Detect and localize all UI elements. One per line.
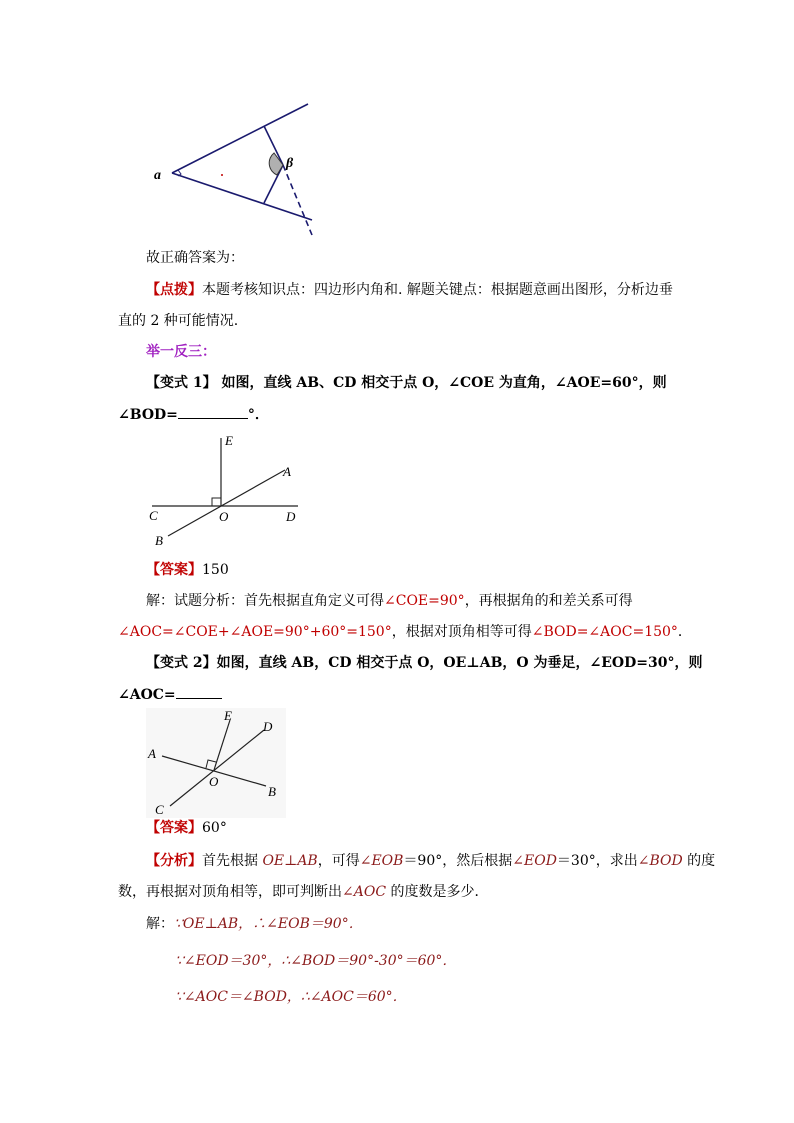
- label-C: C: [149, 508, 158, 523]
- v2-analysis-tag: 【分析】: [146, 853, 202, 869]
- v2-q2-prefix: ∠AOC=: [118, 687, 176, 703]
- v1-tag: 【变式 1】: [146, 375, 217, 391]
- v2-a1-5: ＝90°，然后根据: [403, 853, 513, 869]
- angle-beta-marker: [269, 153, 283, 175]
- v2-s3: ∵∠AOC＝∠BOD，∴∠AOC＝60°．: [175, 989, 407, 1005]
- v2-a1-3: ，可得: [317, 853, 360, 869]
- dianbo-text-1: 本题考核知识点：四边形内角和. 解题关键点：根据题意画出图形，分析边垂: [202, 282, 673, 298]
- v1-sol2-mid: ，根据对顶角相等可得: [391, 624, 532, 640]
- label-A: A: [283, 464, 291, 479]
- dianbo-line-2: [118, 311, 238, 331]
- v2-a1-4: ∠EOB: [359, 853, 404, 869]
- v1-solution-line-1: [146, 591, 633, 611]
- dianbo-line-1: [146, 280, 673, 300]
- label-A: A: [148, 746, 156, 761]
- label-D: D: [286, 509, 296, 524]
- v1-answer-blank: [178, 404, 248, 419]
- v2-question-line-1: [146, 653, 702, 673]
- v2-question-line-2: [118, 684, 222, 705]
- v2-a2-2: ∠AOC: [342, 884, 387, 900]
- label-O: O: [219, 509, 229, 524]
- v2-a1-1: 首先根据: [202, 853, 263, 869]
- dianbo-text-2: 直的 2 种可能情况.: [118, 313, 239, 329]
- v1-sol1-red: ∠COE=90°: [384, 593, 465, 609]
- v1-answer-value: 150: [202, 562, 229, 578]
- label-a: a: [154, 168, 161, 183]
- label-D: D: [263, 719, 273, 734]
- v1-answer-line: [146, 560, 229, 580]
- v2-a2-3: 的度数是多少．: [386, 884, 489, 900]
- v1-sol2-red2: ∠BOD=∠AOC=150°: [531, 624, 678, 640]
- label-C: C: [155, 802, 164, 817]
- v2-tag: 【变式 2】: [146, 655, 217, 671]
- v1-sol1-prefix: 解：试题分析：首先根据直角定义可得: [146, 593, 384, 609]
- figure-angle-diagram: [140, 95, 340, 240]
- answer-intro-text: 故正确答案为：: [146, 250, 244, 266]
- section-heading: [146, 342, 216, 362]
- v1-question-line-2: [118, 404, 269, 425]
- v2-solution-line-1: [146, 914, 363, 934]
- v1-sol2-end: ．: [677, 624, 692, 640]
- v1-question-line-1: [146, 373, 667, 393]
- section-heading-text: 举一反三：: [146, 344, 216, 360]
- v2-analysis-line-1: [146, 851, 715, 871]
- v2-figure: [146, 708, 286, 818]
- v1-figure: [140, 432, 310, 552]
- v1-solution-line-2: [118, 622, 692, 642]
- v2-a2-1: 数，再根据对顶角相等，即可判断出: [118, 884, 342, 900]
- v1-q2-suffix: °．: [247, 407, 269, 423]
- v2-answer-tag: 【答案】: [146, 820, 202, 836]
- right-angle-mark: [212, 498, 221, 506]
- v2-analysis-line-2: [118, 882, 488, 902]
- v1-q2-prefix: ∠BOD=: [118, 407, 178, 423]
- label-beta: β: [286, 156, 294, 171]
- label-E: E: [224, 708, 232, 723]
- v2-question: 如图，直线 AB，CD 相交于点 O，OE⊥AB，O 为垂足，∠EOD=30°，则: [216, 655, 703, 671]
- v2-solution-line-3: [175, 987, 407, 1007]
- label-B: B: [268, 784, 276, 799]
- answer-intro-line: [146, 248, 244, 268]
- dot-mark: [221, 174, 223, 176]
- v2-a1-6: ∠EOD: [512, 853, 557, 869]
- label-O: O: [209, 774, 219, 789]
- v2-a1-8: ∠BOD: [637, 853, 683, 869]
- lower-ray: [172, 173, 312, 220]
- v2-answer-blank: [176, 684, 222, 699]
- label-E: E: [225, 433, 233, 448]
- v2-answer-line: [146, 818, 227, 838]
- v1-question: 如图，直线 AB、CD 相交于点 O，∠COE 为直角，∠AOE=60°，则: [216, 375, 667, 391]
- v2-s1-2: ∵OE⊥AB，∴∠EOB＝90°．: [174, 916, 363, 932]
- v2-answer-value: 60°: [202, 820, 227, 836]
- v2-a1-2: OE⊥AB: [262, 853, 318, 869]
- v2-a1-7: ＝30°，求出: [556, 853, 638, 869]
- v2-s1-1: 解：: [146, 916, 174, 932]
- label-B: B: [155, 533, 163, 548]
- dianbo-tag: 【点拨】: [146, 282, 202, 298]
- line-AB: [168, 470, 285, 536]
- v1-sol1-suffix: ，再根据角的和差关系可得: [464, 593, 633, 609]
- v2-s2: ∵∠EOD＝30°，∴∠BOD＝90°-30°＝60°．: [175, 953, 457, 969]
- v1-sol2-red1: ∠AOC=∠COE+∠AOE=90°+60°=150°: [118, 624, 392, 640]
- v2-a1-9: 的度: [682, 853, 716, 869]
- v1-answer-tag: 【答案】: [146, 562, 202, 578]
- dashed-extension: [283, 165, 312, 235]
- v2-solution-line-2: [175, 951, 456, 971]
